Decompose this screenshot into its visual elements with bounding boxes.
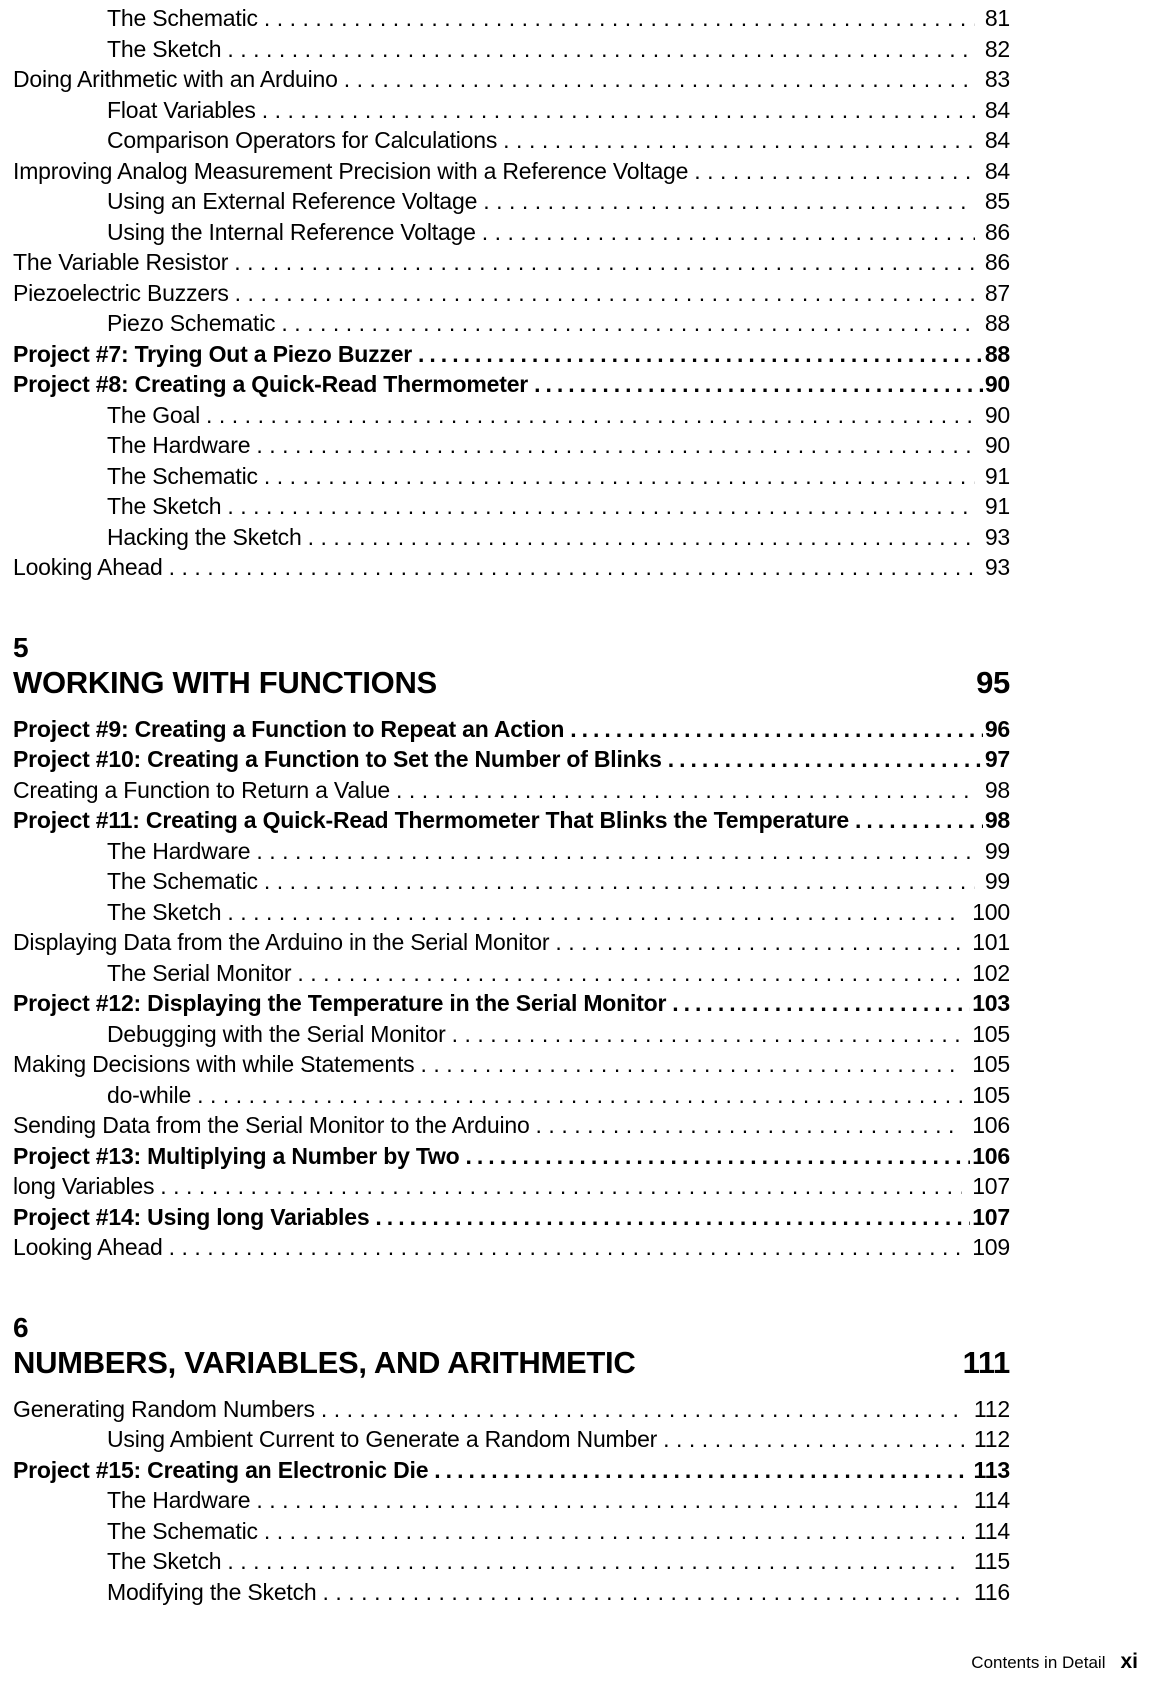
toc-leader-dots [483,188,975,215]
toc-row [13,524,1010,555]
toc-row [13,746,1010,777]
toc-row [13,1579,1010,1610]
toc-row [13,1548,1010,1579]
toc-row-group [13,716,1010,1265]
toc-row-label: Looking Ahead [13,1234,163,1260]
toc-leader-dots [234,249,975,276]
toc-leader-dots [668,746,983,773]
toc-page-number: 81 [984,5,1010,31]
toc-leader-dots [323,1579,964,1606]
toc-leader-dots [235,280,975,307]
footer-page-number: xi [1120,1650,1138,1673]
toc-row [13,1143,1010,1174]
toc-row [13,97,1010,128]
toc-row-label: Project #9: Creating a Function to Repeat an Action [13,715,565,742]
toc-leader-dots [227,1548,964,1575]
toc-row [13,1396,1010,1427]
toc-page-number: 102 [972,959,1010,986]
toc-page-number: 93 [984,554,1010,580]
toc-leader-dots [663,1426,964,1453]
toc-page-number: 99 [984,868,1010,894]
toc-row-label: The Sketch [107,898,222,925]
toc-row-group [13,1396,1010,1610]
footer [971,1650,1138,1674]
toc-leader-dots [262,97,975,124]
chapter-heading [13,1265,1010,1381]
toc-page-number: 106 [972,1142,1010,1169]
toc-row-label: Creating a Function to Return a Value [13,776,391,803]
toc-row [13,554,1010,585]
toc-row-label: Project #13: Multiplying a Number by Two [13,1142,460,1169]
toc-row [13,838,1010,869]
toc-row-label: The Schematic [107,5,258,31]
toc-row [13,188,1010,219]
toc-page-number: 93 [984,523,1010,550]
toc-leader-dots [264,463,975,490]
chapter-number: 5 [13,631,29,663]
toc-page-number: 90 [984,432,1010,458]
toc-row-label: long Variables [13,1173,155,1199]
toc-leader-dots [256,1487,964,1514]
toc-row-label: Piezoelectric Buzzers [13,279,229,306]
toc-row-label: Using an External Reference Voltage [107,188,478,214]
toc-row-label: Hacking the Sketch [107,523,302,550]
toc-page-number: 86 [984,218,1010,245]
toc-page-number: 116 [973,1578,1010,1605]
toc-leader-dots [534,371,983,398]
toc-row [13,219,1010,250]
toc-page-number: 84 [984,96,1010,123]
toc-row [13,1518,1010,1549]
toc-row [13,493,1010,524]
toc-page-number: 103 [972,990,1010,1016]
toc-row-label: Project #8: Creating a Quick-Read Thermometer [13,371,529,397]
toc-row [13,868,1010,899]
toc-leader-dots [206,402,975,429]
toc-page-number: 85 [984,188,1010,214]
toc-leader-dots [227,899,962,926]
toc-row-label: Generating Random Numbers [13,1395,315,1422]
toc-page-number: 107 [972,1203,1010,1230]
chapter-title-line [13,1345,1010,1381]
toc-row-label: The Goal [107,401,201,428]
toc-page-number: 98 [984,807,1010,833]
toc-row [13,1487,1010,1518]
toc-row [13,960,1010,991]
toc-row [13,716,1010,747]
chapter-heading [13,585,1010,701]
toc-page-number: 101 [972,929,1010,955]
toc-row [13,402,1010,433]
toc-row-label: Project #10: Creating a Function to Set the Number of Blinks [13,746,662,772]
toc-row-label: The Sketch [107,35,222,62]
toc-page-number: 84 [984,157,1010,184]
toc-leader-dots [418,341,983,368]
toc-leader-dots [227,36,974,63]
toc-leader-dots [256,838,974,865]
toc-leader-dots [420,1051,962,1078]
toc-leader-dots [396,777,975,804]
toc-page-number: 91 [984,462,1010,489]
toc-row [13,66,1010,97]
toc-row [13,990,1010,1021]
toc-leader-dots [466,1143,971,1170]
toc-page-number: 88 [984,340,1010,367]
toc-leader-dots [452,1021,963,1048]
toc-row-label: Using Ambient Current to Generate a Random Number [107,1426,658,1452]
toc-page-number: 107 [972,1173,1010,1199]
toc-row-label: Displaying Data from the Arduino in the Serial Monitor [13,929,550,955]
toc-page-number: 112 [973,1426,1010,1452]
toc-page-number: 83 [984,66,1010,92]
toc-leader-dots [160,1173,962,1200]
toc-leader-dots [375,1204,970,1231]
toc-leader-dots [264,1518,964,1545]
toc-row-label: Project #7: Trying Out a Piezo Buzzer [13,340,413,367]
toc-page-number: 82 [984,35,1010,62]
chapter-page-number: 111 [962,1344,1010,1380]
toc-leader-dots [482,219,975,246]
toc-row [13,158,1010,189]
toc-page-number: 90 [984,401,1010,428]
toc-row-label: Making Decisions with while Statements [13,1051,415,1077]
toc-row [13,1173,1010,1204]
toc-page-number: 112 [973,1395,1010,1422]
toc-row-label: The Serial Monitor [107,959,292,986]
toc-row-label: The Hardware [107,432,251,458]
toc-leader-dots [308,524,975,551]
toc-row-label: The Hardware [107,1487,251,1513]
toc-row [13,1426,1010,1457]
toc-leader-dots [256,432,974,459]
toc-row [13,5,1010,36]
toc-leader-dots [434,1457,971,1484]
toc-page-number: 87 [984,279,1010,306]
toc-row-label: The Schematic [107,462,258,489]
toc-row [13,127,1010,158]
toc-row-label: Project #11: Creating a Quick-Read Thermometer That Blinks the Temperature [13,807,850,833]
toc-row [13,280,1010,311]
toc-row [13,899,1010,930]
toc-page-number: 84 [984,127,1010,153]
toc-row-label: Float Variables [107,96,256,123]
toc-row [13,432,1010,463]
toc-row-label: Comparison Operators for Calculations [107,127,498,153]
toc-leader-dots [503,127,975,154]
toc-leader-dots [297,960,962,987]
toc-leader-dots [321,1396,964,1423]
chapter-title-line [13,665,1010,701]
toc-row-label: Piezo Schematic [107,310,276,336]
toc-page-number: 106 [972,1112,1010,1138]
chapter-title: WORKING WITH FUNCTIONS [13,664,437,700]
toc-leader-dots [197,1082,962,1109]
toc-leader-dots [855,807,983,834]
toc-row-label: The Variable Resistor [13,249,229,275]
toc-row-label: Doing Arithmetic with an Arduino [13,66,338,92]
toc-page-number: 96 [984,715,1010,742]
toc-row-label: Modifying the Sketch [107,1578,317,1605]
toc-page-number: 109 [972,1234,1010,1260]
toc-row [13,1204,1010,1235]
toc-row [13,310,1010,341]
toc-leader-dots [169,554,975,581]
toc-row [13,929,1010,960]
toc-row [13,1021,1010,1052]
toc-row [13,1112,1010,1143]
toc-row [13,1082,1010,1113]
toc-page-number: 90 [984,371,1010,397]
chapter-title: NUMBERS, VARIABLES, AND ARITHMETIC [13,1344,636,1380]
toc-leader-dots [264,5,975,32]
toc-page-number: 98 [984,776,1010,803]
toc-leader-dots [570,716,983,743]
toc-leader-dots [169,1234,963,1261]
toc-row [13,341,1010,372]
toc-page-number: 88 [984,310,1010,336]
toc-row [13,36,1010,67]
toc-page-number: 86 [984,249,1010,275]
toc-row-label: Debugging with the Serial Monitor [107,1020,446,1047]
toc-row-label: Improving Analog Measurement Precision with a Reference Voltage [13,157,689,184]
toc-page-number: 91 [984,493,1010,519]
toc-row [13,777,1010,808]
toc-row-label: Project #14: Using long Variables [13,1203,370,1230]
toc-leader-dots [264,868,975,895]
chapter-number: 6 [13,1311,29,1343]
toc-row-label: Looking Ahead [13,554,163,580]
toc-row [13,1234,1010,1265]
toc-row [13,807,1010,838]
toc-page-number: 114 [973,1517,1010,1544]
toc-leader-dots [536,1112,963,1139]
toc-leader-dots [694,158,975,185]
toc-page-number: 99 [984,837,1010,864]
toc-row [13,249,1010,280]
toc-leader-dots [672,990,970,1017]
table-of-contents [13,5,1010,1609]
toc-page-number: 113 [973,1456,1010,1483]
toc-row-label: Project #12: Displaying the Temperature in the Serial Monitor [13,990,667,1016]
toc-row-label: Sending Data from the Serial Monitor to the Arduino [13,1112,530,1138]
toc-leader-dots [281,310,975,337]
toc-row-label: The Schematic [107,1517,258,1544]
toc-leader-dots [555,929,962,956]
toc-page-number: 100 [972,898,1010,925]
toc-row [13,371,1010,402]
toc-row-group [13,5,1010,585]
toc-page-number: 115 [973,1548,1010,1574]
toc-page-number: 105 [972,1051,1010,1077]
toc-row-label: The Schematic [107,868,258,894]
toc-leader-dots [344,66,975,93]
toc-row [13,1457,1010,1488]
toc-row-label: The Sketch [107,493,222,519]
toc-row [13,463,1010,494]
toc-row-label: Using the Internal Reference Voltage [107,218,476,245]
toc-row-label: The Sketch [107,1548,222,1574]
toc-row [13,1051,1010,1082]
chapter-page-number: 95 [976,664,1010,700]
toc-page-number: 97 [984,746,1010,772]
toc-page-number: 105 [972,1020,1010,1047]
footer-label: Contents in Detail [971,1653,1106,1672]
toc-row-label: The Hardware [107,837,251,864]
toc-page-number: 114 [973,1487,1010,1513]
toc-leader-dots [227,493,974,520]
toc-row-label: do-while [107,1081,192,1108]
toc-row-label: Project #15: Creating an Electronic Die [13,1456,429,1483]
toc-page-number: 105 [972,1081,1010,1108]
